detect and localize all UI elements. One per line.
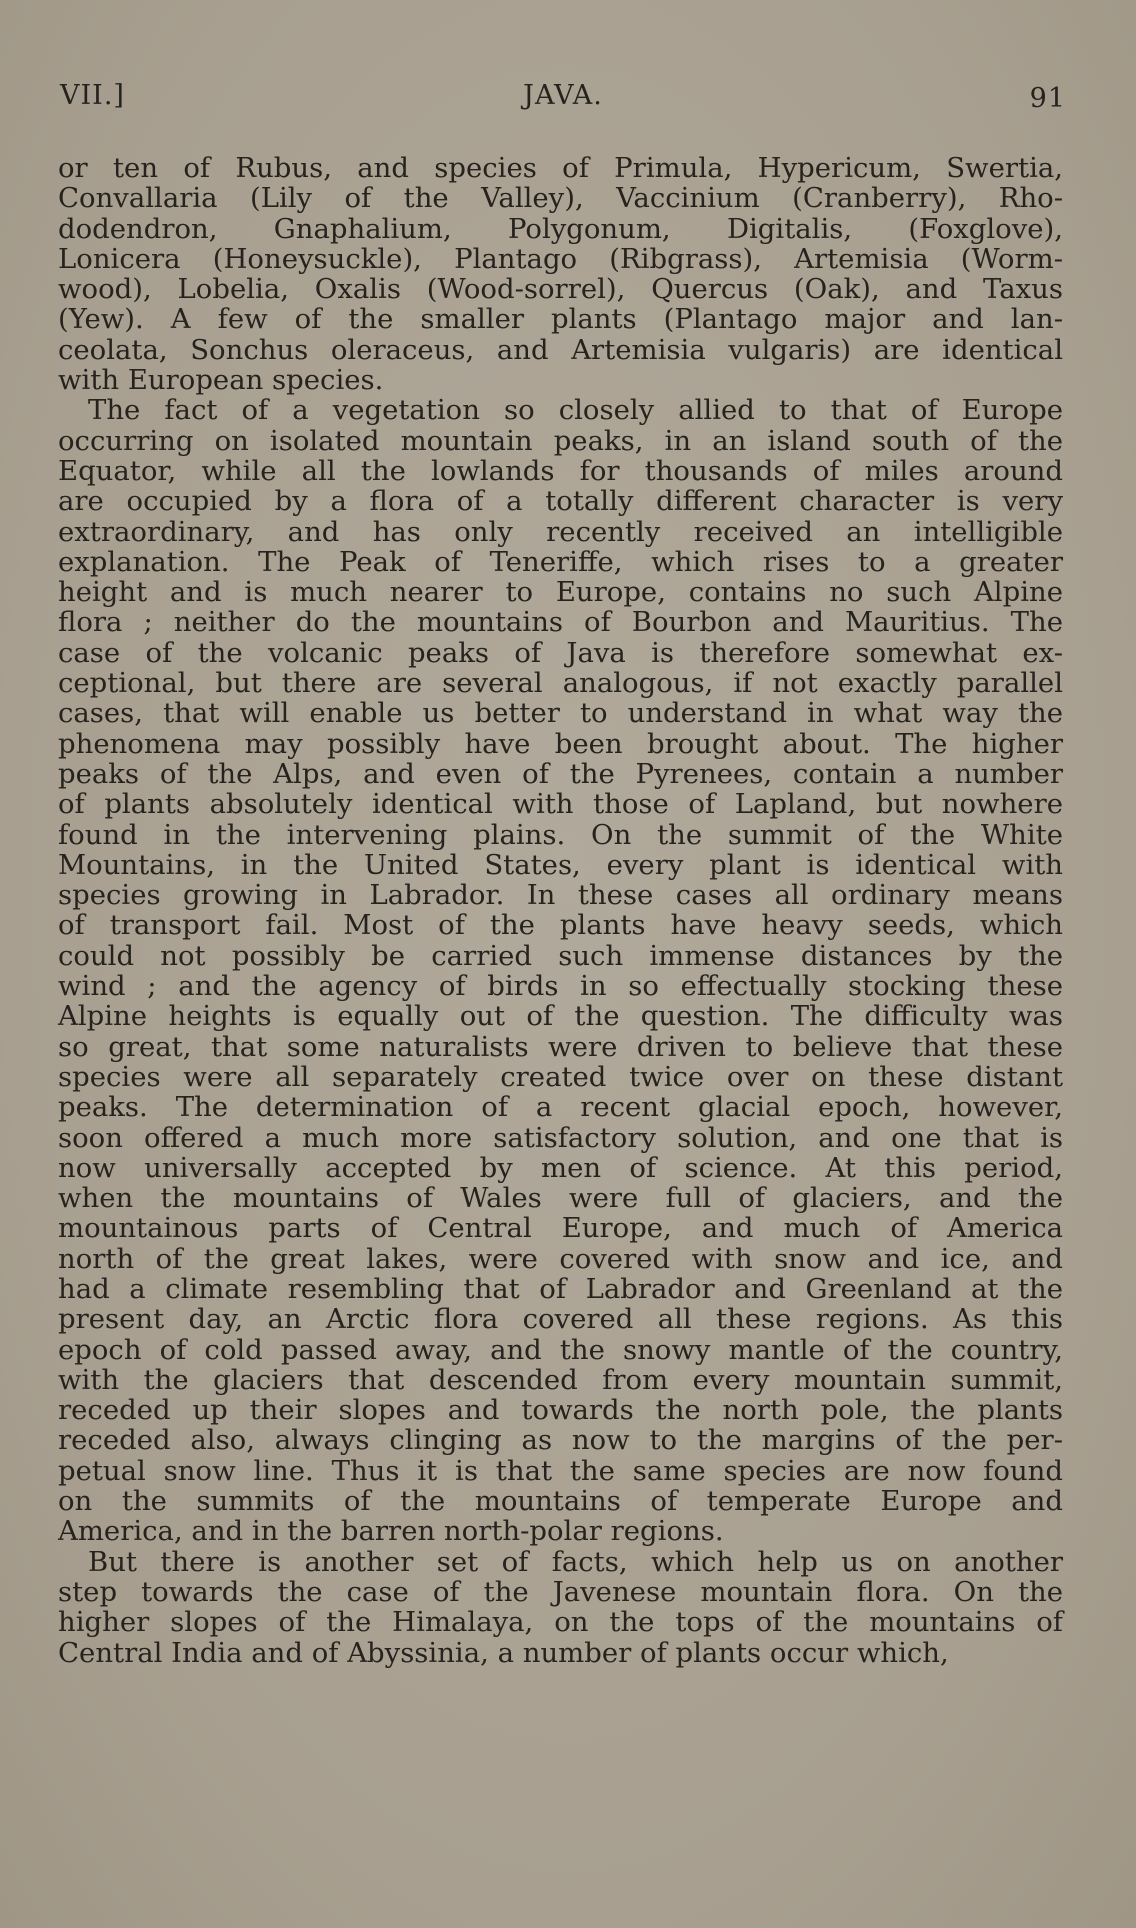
text-line: extraordinary, and has only recently received an intelligible (58, 515, 1063, 548)
text-line: America, and in the barren north-polar regions. (58, 1515, 724, 1548)
text-line: north of the great lakes, were covered with snow and ice, and (58, 1242, 1063, 1275)
text-line: peaks. The determination of a recent glacial epoch, however, (58, 1091, 1063, 1124)
text-line: Equator, while all the lowlands for thousands of miles around (58, 454, 1063, 487)
text-line: soon offered a much more satisfactory solution, and one that is (58, 1121, 1063, 1154)
text-line: species were all separately created twice over on these distant (58, 1060, 1063, 1093)
text-line: step towards the case of the Javenese mountain flora. On the (58, 1575, 1063, 1608)
text-line: cases, that will enable us better to understand in what way the (58, 697, 1063, 730)
text-line: when the mountains of Wales were full of glaciers, and the (58, 1182, 1063, 1215)
text-line: occurring on isolated mountain peaks, in an island south of the (58, 424, 1063, 457)
text-line: higher slopes of the Himalaya, on the tops of the mountains of (58, 1606, 1063, 1639)
text-line: had a climate resembling that of Labrador and Greenland at the (58, 1272, 1063, 1305)
text-line: case of the volcanic peaks of Java is therefore somewhat ex- (58, 636, 1063, 669)
text-line: or ten of Rubus, and species of Primula, Hypericum, Swertia, (58, 152, 1063, 184)
text-line: receded up their slopes and towards the north pole, the plants (58, 1394, 1063, 1427)
text-line: of transport fail. Most of the plants have heavy seeds, which (58, 909, 1063, 942)
running-header (60, 80, 1066, 120)
text-line: now universally accepted by men of science. At this period, (58, 1151, 1063, 1184)
text-line: Lonicera (Honeysuckle), Plantago (Ribgrass), Artemisia (Worm- (58, 242, 1063, 275)
text-line: explanation. The Peak of Teneriffe, which rises to a greater (58, 545, 1063, 578)
running-title: JAVA. (523, 80, 603, 111)
text-line: mountainous parts of Central Europe, and much of America (58, 1212, 1063, 1245)
text-line: petual snow line. Thus it is that the same species are now found (58, 1454, 1063, 1487)
text-line: are occupied by a flora of a totally different character is very (58, 485, 1063, 518)
text-line: height and is much nearer to Europe, contains no such Alpine (58, 576, 1063, 609)
text-line: wood), Lobelia, Oxalis (Wood-sorrel), Quercus (Oak), and Taxus (58, 273, 1063, 306)
text-line: with the glaciers that descended from every mountain summit, (58, 1363, 1063, 1396)
text-line: ceptional, but there are several analogous, if not exactly parallel (58, 667, 1063, 700)
text-line: with European species. (58, 364, 384, 397)
text-line: wind ; and the agency of birds in so effectually stocking these (58, 970, 1063, 1003)
text-line: Mountains, in the United States, every plant is identical with (58, 848, 1063, 881)
text-line: species growing in Labrador. In these cases all ordinary means (58, 879, 1063, 912)
text-line: so great, that some naturalists were driven to believe that these (58, 1030, 1063, 1063)
text-line: ceolata, Sonchus oleraceus, and Artemisia vulgaris) are identical (58, 333, 1063, 366)
text-line: (Yew). A few of the smaller plants (Plantago major and lan- (58, 303, 1063, 336)
text-line: present day, an Arctic flora covered all these regions. As this (58, 1303, 1063, 1336)
text-line: peaks of the Alps, and even of the Pyrenees, contain a number (58, 757, 1063, 790)
text-line: found in the intervening plains. On the summit of the White (58, 818, 1063, 851)
text-line: could not possibly be carried such immense distances by the (58, 939, 1063, 972)
text-line: dodendron, Gnaphalium, Polygonum, Digitalis, (Foxglove), (58, 212, 1063, 245)
text-line: epoch of cold passed away, and the snowy mantle of the country, (58, 1333, 1063, 1366)
text-line: flora ; neither do the mountains of Bourbon and Mauritius. The (58, 606, 1063, 639)
chapter-label: VII.] (60, 80, 125, 111)
text-line: of plants absolutely identical with those of Lapland, but nowhere (58, 788, 1063, 821)
text-line: on the summits of the mountains of temperate Europe and (58, 1485, 1063, 1518)
text-line: receded also, always clinging as now to the margins of the per- (58, 1424, 1063, 1457)
body-text (58, 153, 1063, 1668)
text-line: But there is another set of facts, which help us on another (88, 1545, 1063, 1578)
text-line: Central India and of Abyssinia, a number of plants occur which, (58, 1636, 949, 1669)
page-number: 91 (1029, 83, 1066, 114)
text-line: Convallaria (Lily of the Valley), Vaccinium (Cranberry), Rho- (58, 182, 1063, 215)
text-line: The fact of a vegetation so closely allied to that of Europe (88, 394, 1063, 427)
text-line: phenomena may possibly have been brought about. The higher (58, 727, 1063, 760)
text-line: Alpine heights is equally out of the question. The difficulty was (58, 1000, 1063, 1033)
